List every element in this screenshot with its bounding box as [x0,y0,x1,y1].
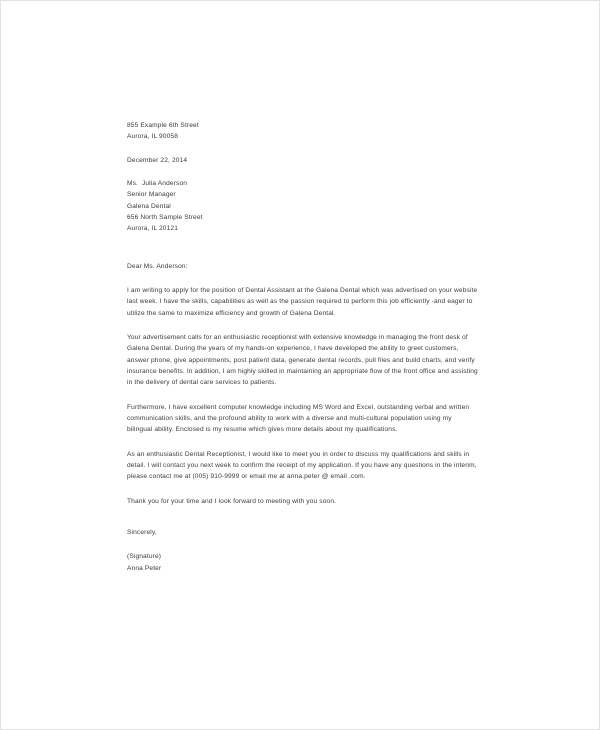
sender-name: Anna Peter [127,564,162,572]
paragraph-contact: As an enthusiastic Dental Receptionist, I would like to meet you in order to discuss my qualifications and skills in detail. I will contact you next week to confirm the receipt of my application. If you have any questions in the interim, please contact me at (005) 910-9999 or email me at anna.peter @ email .com. [127,450,477,481]
signature-block [127,551,479,574]
recipient-street: 656 North Sample Street [127,213,203,221]
signature-placeholder: (Signature) [127,553,162,561]
date-text: December 22, 2014 [127,156,188,164]
recipient-city-state-zip: Aurora, IL 20121 [127,225,178,233]
paragraph-thanks: Thank you for your time and I look forward to meeting with you soon. [127,497,337,505]
cover-letter-body [127,120,479,574]
sender-address [127,120,479,143]
paragraph-skills: Furthermore, I have excellent computer knowledge including MS Word and Excel, outstanding verbal and written communication skills, and the profound ability to work with a diverse and multi-cultural population using my bilingual ability. Enclosed is my resume which gives more details about my qualifications. [127,403,470,434]
sender-city-state-zip: Aurora, IL 90058 [127,133,178,141]
sender-street: 855 Example 6th Street [127,122,199,129]
paragraph-intro: I am writing to apply for the position of Dental Assistant at the Galena Dental which was advertised on your website last week. I have the skills, capabilities as well as the passion required to perform this job efficiently -and eager to utilize the same to maximize efficiency and growth of Galena Dental. [127,286,478,317]
paragraph-experience: Your advertisement calls for an enthusiastic receptionist with extensive knowledge in managing the front desk of Galena Dental. During the years of my hands-on experience, I have developed the ability to greet customers, answer phone, give appointments, post patient data, generate dental records, pull files and build charts, and verify insurance benefits. In addition, I am highly skilled in maintaining an appropriate flow of the front office and assisting in the delivery of dental care services to patients. [127,333,478,387]
salutation: Dear Ms. Anderson: [127,262,188,270]
recipient-company: Galena Dental [127,202,171,210]
recipient-job-title: Senior Manager [127,191,176,199]
recipient-address [127,178,479,235]
letter-date [127,155,479,166]
recipient-name: Ms. Julia Anderson [127,179,188,187]
signoff: Sincerely, [127,528,157,536]
